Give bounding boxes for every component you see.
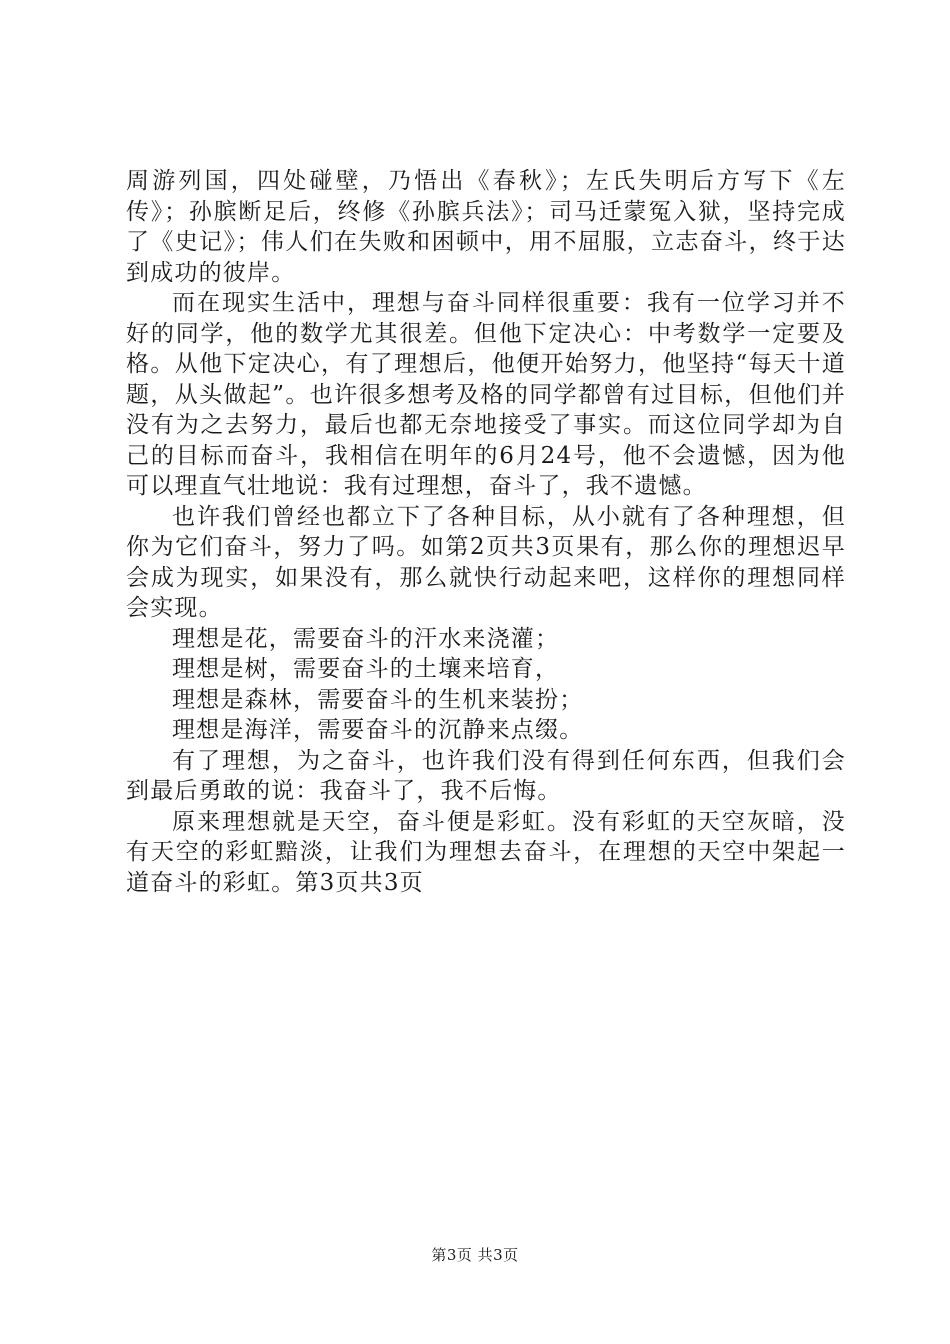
paragraph-1: 周游列国，四处碰壁，乃悟出《春秋》；左氏失明后方写下《左传》；孙膑断足后，终修《孙膑兵法》；司马迁蒙冤入狱，坚持完成了《史记》；伟人们在失败和困顿中，用不屈服，立志奋斗，终于达到成功的彼岸。 [126, 168, 846, 286]
page-footer: 第3页 共3页 [431, 1246, 519, 1264]
verse-line-1: 理想是花，需要奋斗的汗水来浇灌； [172, 625, 560, 652]
verse-line-3: 理想是森林，需要奋斗的生机来装扮； [172, 686, 584, 713]
paragraph-5: 原来理想就是天空，奋斗便是彩虹。没有彩虹的天空灰暗，没有天空的彩虹黯淡，让我们为理想去奋斗，在理想的天空中架起一道奋斗的彩虹。第3页共3页 [126, 808, 846, 896]
paragraph-3: 也许我们曾经也都立下了各种目标，从小就有了各种理想，但你为它们奋斗，努力了吗。如第2页共3页果有，那么你的理想迟早会成为现实，如果没有，那么就快行动起来吧，这样你的理想同样会实现。 [126, 503, 846, 621]
verse-line-2: 理想是树，需要奋斗的土壤来培育， [172, 656, 560, 682]
document-body [126, 166, 846, 898]
paragraph-4: 有了理想，为之奋斗，也许我们没有得到任何东西，但我们会到最后勇敢的说：我奋斗了，我不后悔。 [126, 747, 846, 804]
paragraph-2: 而在现实生活中，理想与奋斗同样很重要：我有一位学习并不好的同学，他的数学尤其很差。但他下定决心：中考数学一定要及格。从他下定决心，有了理想后，他便开始努力，他坚持“每天十道题，从头做起”。也许很多想考及格的同学都曾有过目标，但他们并没有为之去努力，最后也都无奈地接受了事实。而这位同学却为自己的目标而奋斗，我相信在明年的6月24号，他不会遗憾，因为他可以理直气壮地说：我有过理想，奋斗了，我不遗憾。 [126, 290, 846, 499]
verse-line-4: 理想是海洋，需要奋斗的沉静来点缀。 [172, 717, 584, 743]
